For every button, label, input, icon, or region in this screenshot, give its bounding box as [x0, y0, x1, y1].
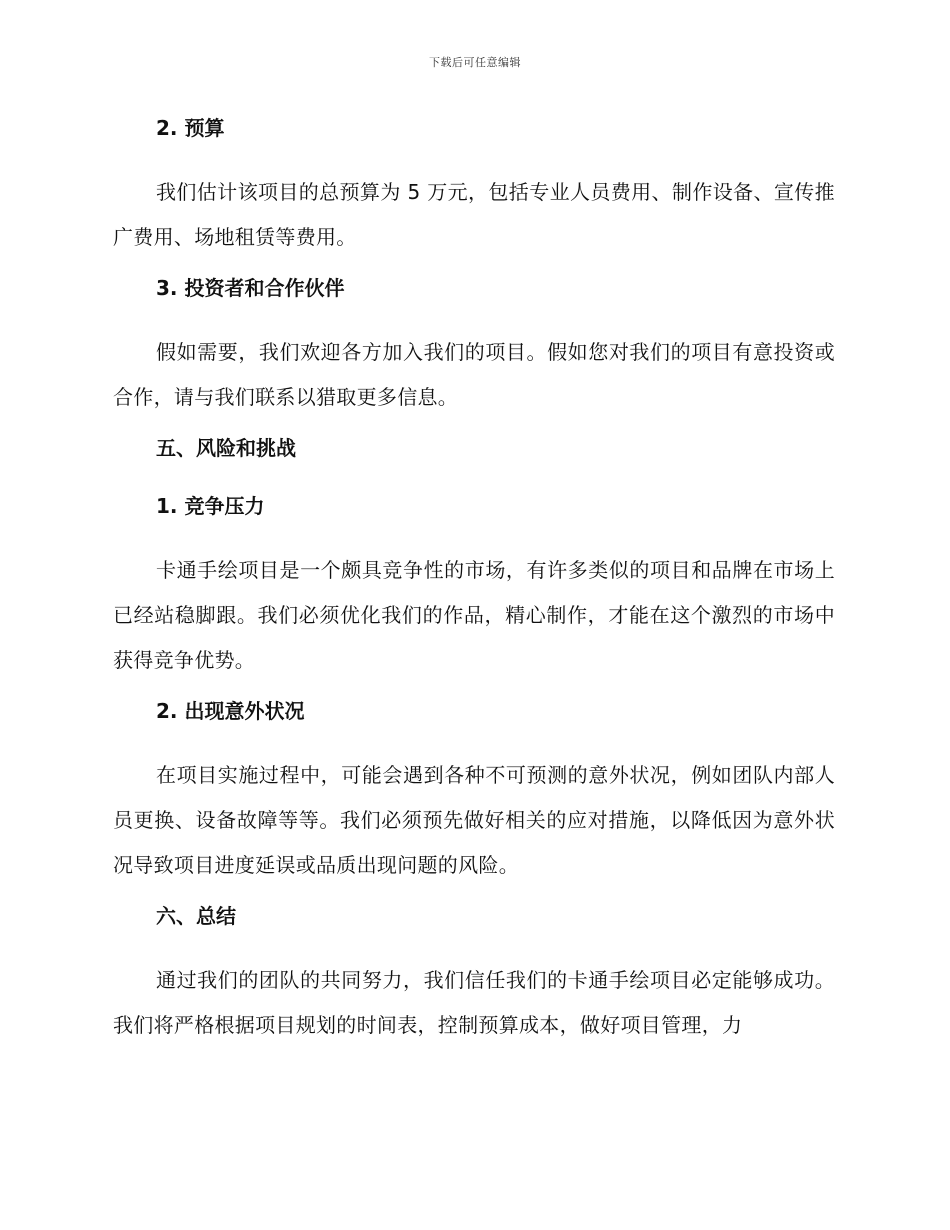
heading-budget: 2. 预算 — [156, 116, 225, 140]
header-note: 下载后可任意编辑 — [429, 56, 521, 69]
paragraph-investors: 假如需要，我们欢迎各方加入我们的项目。假如您对我们的项目有意投资或合作，请与我们联系以猎取更多信息。 — [113, 340, 835, 409]
paragraph-summary: 通过我们的团队的共同努力，我们信任我们的卡通手绘项目必定能够成功。我们将严格根据项目规划的时间表，控制预算成本，做好项目管理，力 — [113, 968, 835, 1037]
paragraph-unexpected: 在项目实施过程中，可能会遇到各种不可预测的意外状况，例如团队内部人员更换、设备故障等等。我们必须预先做好相关的应对措施，以降低因为意外状况导致项目进度延误或品质出现问题的风险。 — [113, 763, 835, 877]
heading-investors: 3. 投资者和合作伙伴 — [156, 276, 345, 300]
heading-unexpected: 2. 出现意外状况 — [156, 699, 305, 723]
heading-risks: 五、风险和挑战 — [156, 436, 296, 460]
paragraph-budget: 我们估计该项目的总预算为 5 万元，包括专业人员费用、制作设备、宣传推广费用、场地租赁等费用。 — [113, 180, 835, 249]
heading-summary: 六、总结 — [156, 904, 236, 928]
paragraph-competition: 卡通手绘项目是一个颇具竞争性的市场，有许多类似的项目和品牌在市场上已经站稳脚跟。我们必须优化我们的作品，精心制作，才能在这个激烈的市场中获得竞争优势。 — [113, 558, 835, 672]
heading-competition: 1. 竞争压力 — [156, 494, 265, 518]
document-body — [113, 112, 835, 1060]
